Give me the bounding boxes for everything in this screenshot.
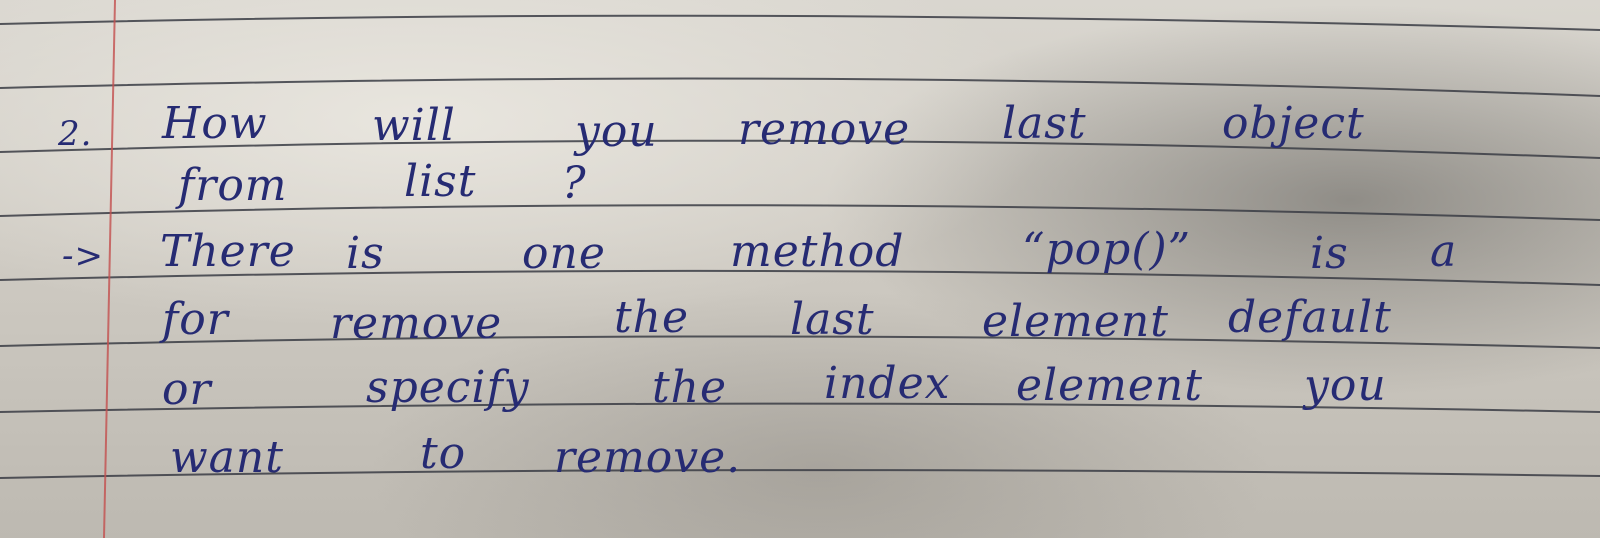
word: the: [614, 292, 690, 343]
word: a: [1430, 226, 1458, 277]
word: you: [1304, 360, 1387, 411]
word: want: [170, 432, 284, 483]
word: from: [178, 160, 288, 211]
word: element: [1016, 360, 1203, 411]
word: remove.: [554, 432, 742, 483]
word: is: [1310, 228, 1349, 279]
question-line-1: [0, 92, 1600, 157]
word: index: [824, 358, 951, 409]
word: There: [160, 226, 296, 277]
word: the: [652, 362, 728, 413]
word: method: [730, 226, 905, 277]
answer-line-3: [0, 358, 1600, 418]
word: last: [1002, 98, 1087, 149]
word: to: [420, 428, 467, 479]
question-number: 2.: [58, 114, 93, 154]
word: you: [575, 106, 658, 157]
arrow-marker: ->: [62, 236, 104, 276]
word: specify: [366, 362, 530, 413]
answer-line-1: [0, 222, 1600, 282]
word: one: [522, 228, 606, 279]
word: “pop()”: [1022, 224, 1192, 275]
ruled-line: [0, 16, 1600, 30]
word: for: [162, 294, 229, 345]
word: or: [162, 364, 212, 415]
word: last: [790, 294, 875, 345]
answer-line-2: [0, 290, 1600, 350]
word: remove: [330, 298, 503, 349]
word: object: [1222, 98, 1365, 149]
question-line-2: [0, 158, 1600, 218]
word: is: [346, 228, 385, 279]
word: remove: [738, 104, 911, 155]
answer-line-4: [0, 426, 1600, 486]
word: How: [162, 98, 268, 149]
word: default: [1228, 292, 1392, 343]
word: element: [982, 296, 1169, 347]
word: will: [372, 100, 456, 151]
word: list: [404, 156, 477, 207]
word: ?: [562, 158, 587, 209]
